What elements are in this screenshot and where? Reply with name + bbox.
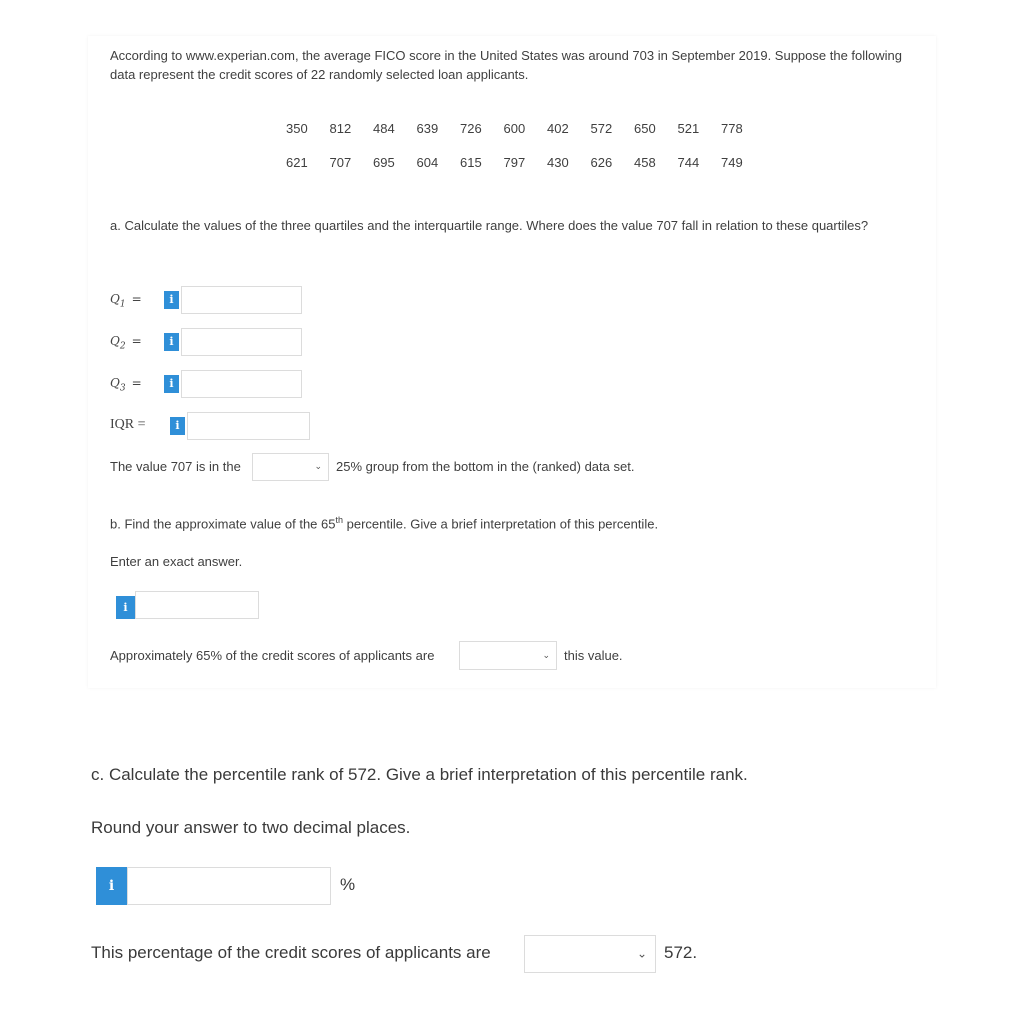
info-icon[interactable]: i bbox=[116, 596, 135, 619]
data-value: 744 bbox=[677, 155, 700, 170]
percent-unit: % bbox=[340, 875, 356, 894]
info-icon[interactable]: i bbox=[164, 333, 179, 351]
q3-label: $Q_3$ = bbox=[110, 376, 142, 394]
data-value: 726 bbox=[460, 121, 482, 136]
data-value: 650 bbox=[634, 121, 656, 136]
iqr-input[interactable] bbox=[187, 412, 310, 440]
part-b-sentence-start: Approximately 65% of the credit scores of applicants are bbox=[110, 648, 435, 663]
data-row-2 bbox=[286, 155, 765, 170]
data-row-1 bbox=[286, 121, 765, 136]
part-b-instruction: Enter an exact answer. bbox=[110, 554, 243, 569]
data-value: 615 bbox=[460, 155, 482, 170]
part-c-sentence-start: This percentage of the credit scores of applicants are bbox=[91, 943, 491, 962]
data-value: 604 bbox=[416, 155, 439, 170]
part-b-sentence-end: this value. bbox=[564, 648, 623, 663]
info-icon[interactable]: i bbox=[164, 291, 179, 309]
q1-input[interactable] bbox=[181, 286, 302, 314]
part-c-sentence-end: 572. bbox=[664, 943, 698, 962]
data-value: 639 bbox=[416, 121, 439, 136]
comparison-dropdown-b[interactable] bbox=[459, 641, 557, 670]
part-c-question: c. Calculate the percentile rank of 572. Give a brief interpretation of this percentile rank. bbox=[91, 765, 748, 784]
q3-input[interactable] bbox=[181, 370, 302, 398]
info-icon[interactable]: i bbox=[96, 867, 127, 905]
data-value: 350 bbox=[286, 121, 308, 136]
data-value: 484 bbox=[373, 121, 395, 136]
data-value: 778 bbox=[721, 121, 743, 136]
data-value: 749 bbox=[721, 155, 743, 170]
q1-label: $Q_1$ = bbox=[110, 292, 142, 310]
data-value: 572 bbox=[590, 121, 613, 136]
chevron-down-icon: ⌄ bbox=[636, 946, 647, 961]
iqr-label: IQR = bbox=[110, 417, 146, 432]
chevron-down-icon: ⌄ bbox=[314, 460, 322, 471]
part-c-instruction: Round your answer to two decimal places. bbox=[91, 818, 411, 837]
quartile-group-dropdown[interactable] bbox=[252, 453, 329, 481]
data-value: 812 bbox=[329, 121, 352, 136]
info-icon[interactable]: i bbox=[170, 417, 185, 435]
data-value: 797 bbox=[503, 155, 526, 170]
data-value: 458 bbox=[634, 155, 656, 170]
data-value: 626 bbox=[590, 155, 613, 170]
info-icon[interactable]: i bbox=[164, 375, 179, 393]
percentile-65-input[interactable] bbox=[135, 591, 259, 619]
part-a-sentence-end: 25% group from the bottom in the (ranked) data set. bbox=[336, 459, 635, 474]
comparison-dropdown-c[interactable] bbox=[524, 935, 656, 973]
chevron-down-icon: ⌄ bbox=[542, 649, 550, 660]
part-a-sentence-start: The value 707 is in the bbox=[110, 459, 241, 474]
data-value: 600 bbox=[503, 121, 526, 136]
q2-input[interactable] bbox=[181, 328, 302, 356]
data-value: 402 bbox=[547, 121, 569, 136]
percentile-rank-input[interactable] bbox=[127, 867, 331, 905]
part-b-question: b. Find the approximate value of the 65th percentile. Give a brief interpretation of this percentile. bbox=[110, 515, 659, 532]
data-value: 430 bbox=[547, 155, 569, 170]
data-value: 707 bbox=[329, 155, 352, 170]
part-a-question: a. Calculate the values of the three quartiles and the interquartile range. Where does the value 707 fall in relation to these quartiles? bbox=[110, 218, 869, 233]
intro-text: According to www.experian.com, the average FICO score in the United States was around 703 in September 2019. Suppose the following data represent the credit scores of 22 randomly selected loan applicants. bbox=[110, 48, 903, 82]
data-value: 621 bbox=[286, 155, 308, 170]
data-value: 521 bbox=[677, 121, 700, 136]
q2-label: $Q_2$ = bbox=[110, 334, 142, 352]
data-value: 695 bbox=[373, 155, 395, 170]
